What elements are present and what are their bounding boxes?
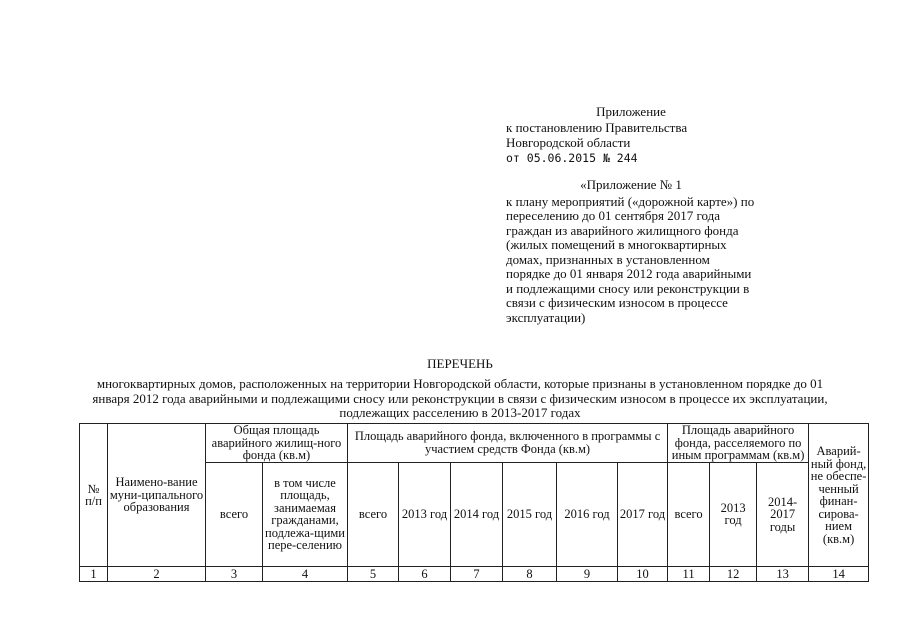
header-other-2014-2017: 2014-2017 годы [757, 462, 809, 567]
column-number: 1 [80, 567, 108, 582]
column-number: 13 [757, 567, 809, 582]
column-number: 4 [263, 567, 348, 582]
appendix-date: от 05.06.2015 № 244 [506, 150, 638, 165]
column-number: 3 [206, 567, 263, 582]
header-total-all: всего [206, 462, 263, 567]
appendix-plan-text: к плану мероприятий («дорожной карте») по переселению до 01 сентября 2017 года граждан из аварийного жилищного фонда (жилых помещений в многоквартирных домах, признанных в установленном порядке до 01 января 2012 года аварийными и подлежащими сносу или реконструкции в связи с физическим износом в процессе эксплуатации) [506, 193, 755, 325]
column-number: 11 [668, 567, 710, 582]
header-other-programs: Площадь аварийного фонда, расселяемого по иным программам (кв.м) [668, 424, 809, 463]
header-fund-2017: 2017 год [618, 462, 668, 567]
header-fund-2013: 2013 год [399, 462, 451, 567]
header-num: № п/п [80, 424, 108, 567]
column-number: 8 [503, 567, 557, 582]
document-subtitle: многоквартирных домов, расположенных на территории Новгородской области, которые признаны в установленном порядке до 01 января 2012 года аварийными и подлежащими сносу или реконструкции в связи с физическим износом в процессе их эксплуатации, подлежащих расселению в 2013-2017 годах [92, 376, 828, 420]
column-number: 5 [348, 567, 399, 582]
header-unfunded: Аварий-ный фонд, не обеспе-ченный финан-сирова-нием (кв.м) [809, 424, 869, 567]
header-other-2013: 2013 год [710, 462, 757, 567]
column-number: 9 [557, 567, 618, 582]
appendix-line-2: Новгородской области [506, 135, 631, 150]
header-fund-area: Площадь аварийного фонда, включенного в программы с участием средств Фонда (кв.м) [348, 424, 668, 463]
appendix-heading: Приложение [596, 104, 666, 119]
header-municipality: Наимено-вание муни-ципального образования [108, 424, 206, 567]
header-total-area: Общая площадь аварийного жилищ-ного фонда (кв.м) [206, 424, 348, 463]
appendix-sub-heading: «Приложение № 1 [580, 177, 682, 192]
header-fund-all: всего [348, 462, 399, 567]
column-number: 7 [451, 567, 503, 582]
column-number: 2 [108, 567, 206, 582]
houses-table [79, 423, 869, 582]
header-total-occupied: в том числе площадь, занимаемая гражданами, подлежа-щими пере-селению [263, 462, 348, 567]
appendix-block [506, 104, 756, 325]
header-fund-2016: 2016 год [557, 462, 618, 567]
column-number: 14 [809, 567, 869, 582]
header-fund-2014: 2014 год [451, 462, 503, 567]
header-other-all: всего [668, 462, 710, 567]
header-fund-2015: 2015 год [503, 462, 557, 567]
document-title: ПЕРЕЧЕНЬ [427, 356, 493, 371]
appendix-line-1: к постановлению Правительства [506, 119, 688, 135]
column-number: 10 [618, 567, 668, 582]
column-number: 12 [710, 567, 757, 582]
column-number: 6 [399, 567, 451, 582]
